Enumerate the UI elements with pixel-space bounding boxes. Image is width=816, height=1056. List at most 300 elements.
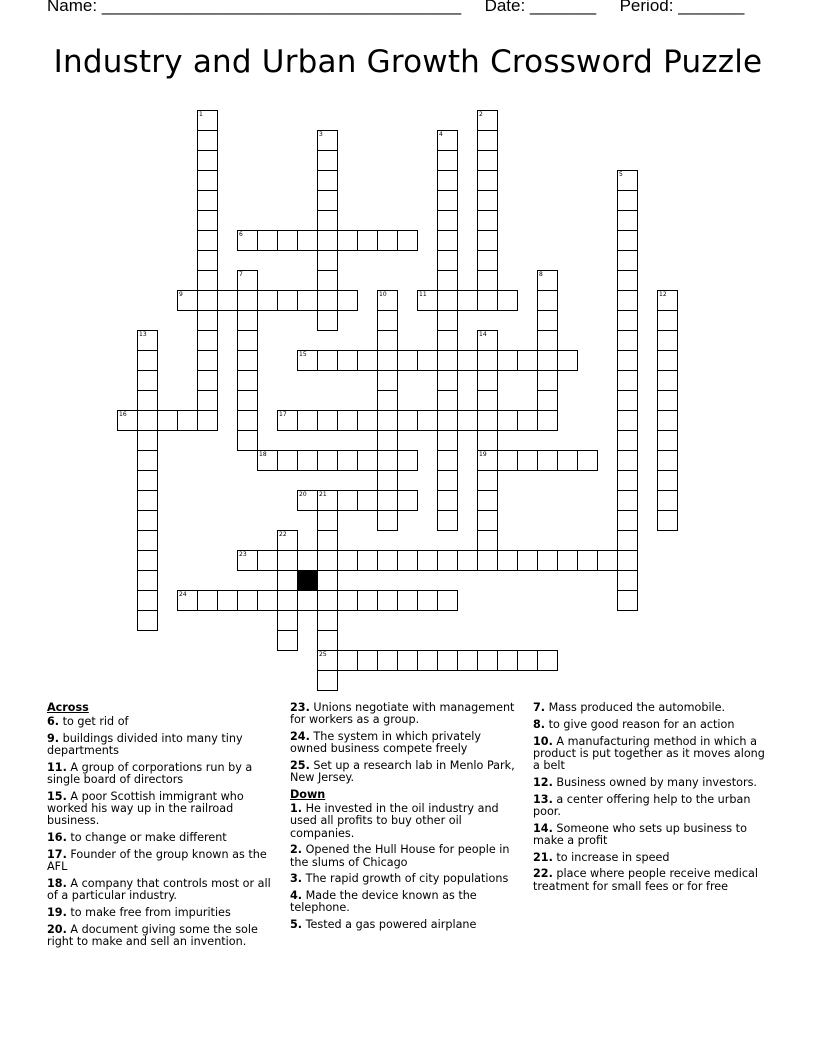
grid-cell[interactable]	[477, 450, 498, 471]
grid-cell[interactable]	[377, 430, 398, 451]
grid-cell[interactable]	[277, 630, 298, 651]
grid-cell[interactable]	[277, 290, 298, 311]
down-heading: Down	[290, 788, 326, 801]
grid-cell[interactable]	[197, 190, 218, 211]
clue-num: 3.	[290, 872, 303, 886]
clue-number: 18	[259, 451, 267, 458]
grid-cell[interactable]	[257, 450, 278, 471]
grid-cell[interactable]	[257, 550, 278, 571]
clue-item	[47, 832, 279, 844]
clue-num: 18.	[47, 877, 67, 890]
grid-cell[interactable]	[377, 550, 398, 571]
grid-cell[interactable]	[477, 290, 498, 311]
grid-cell[interactable]	[657, 390, 678, 411]
grid-cell[interactable]	[437, 250, 458, 271]
grid-cell[interactable]	[377, 370, 398, 391]
grid-cell[interactable]	[317, 570, 338, 591]
clue-number: 9	[179, 291, 183, 298]
grid-cell[interactable]	[617, 330, 638, 351]
grid-cell[interactable]	[477, 250, 498, 271]
grid-cell[interactable]	[317, 490, 338, 511]
grid-cell[interactable]	[317, 310, 338, 331]
grid-cell[interactable]	[277, 530, 298, 551]
grid-cell[interactable]	[477, 330, 498, 351]
clue-item	[290, 890, 520, 914]
grid-cell[interactable]	[397, 490, 418, 511]
clue-number: 19	[479, 451, 487, 458]
grid-cell[interactable]	[437, 390, 458, 411]
grid-cell[interactable]	[157, 410, 178, 431]
grid-cell[interactable]	[497, 410, 518, 431]
grid-cell[interactable]	[197, 270, 218, 291]
grid-cell[interactable]	[197, 230, 218, 251]
grid-cell[interactable]	[477, 190, 498, 211]
clue-num: 11.	[47, 761, 67, 774]
grid-cell[interactable]	[537, 550, 558, 571]
grid-cell[interactable]	[137, 370, 158, 391]
grid-cell[interactable]	[297, 410, 318, 431]
grid-cell[interactable]	[617, 450, 638, 471]
grid-cell[interactable]	[657, 350, 678, 371]
name-label: Name:	[47, 0, 98, 15]
grid-cell[interactable]	[197, 350, 218, 371]
grid-cell[interactable]	[437, 210, 458, 231]
grid-cell[interactable]	[197, 150, 218, 171]
grid-cell[interactable]	[617, 590, 638, 611]
grid-cell[interactable]	[477, 210, 498, 231]
grid-cell[interactable]	[317, 270, 338, 291]
clue-text: to get rid of	[62, 715, 129, 729]
grid-cell[interactable]	[537, 330, 558, 351]
grid-cell[interactable]	[437, 150, 458, 171]
grid-cell[interactable]	[457, 650, 478, 671]
grid-cell[interactable]	[437, 310, 458, 331]
grid-cell[interactable]	[497, 650, 518, 671]
clue-number: 4	[439, 131, 443, 138]
grid-cell[interactable]	[337, 550, 358, 571]
grid-cell[interactable]	[477, 370, 498, 391]
grid-cell[interactable]	[377, 290, 398, 311]
grid-cell[interactable]	[297, 350, 318, 371]
grid-cell[interactable]	[417, 550, 438, 571]
grid-cell[interactable]	[277, 450, 298, 471]
grid-cell[interactable]	[537, 370, 558, 391]
grid-cell[interactable]	[437, 410, 458, 431]
grid-cell[interactable]	[477, 550, 498, 571]
grid-cell[interactable]	[197, 170, 218, 191]
grid-cell[interactable]	[217, 290, 238, 311]
grid-cell[interactable]	[337, 490, 358, 511]
grid-cell[interactable]	[437, 510, 458, 531]
grid-cell[interactable]	[517, 450, 538, 471]
grid-cell[interactable]	[277, 550, 298, 571]
grid-cell[interactable]	[137, 510, 158, 531]
grid-cell[interactable]	[337, 410, 358, 431]
grid-cell[interactable]	[537, 350, 558, 371]
grid-cell[interactable]	[317, 650, 338, 671]
grid-cell[interactable]	[477, 130, 498, 151]
grid-cell[interactable]	[237, 390, 258, 411]
clue-number: 1	[199, 111, 203, 118]
grid-cell[interactable]	[617, 530, 638, 551]
clue-item	[47, 849, 279, 873]
grid-cell[interactable]	[537, 650, 558, 671]
grid-cell[interactable]	[497, 290, 518, 311]
grid-cell[interactable]	[437, 130, 458, 151]
grid-cell[interactable]	[657, 330, 678, 351]
clue-text: Mass produced the automobile.	[548, 701, 726, 714]
grid-cell[interactable]	[437, 550, 458, 571]
grid-cell[interactable]	[377, 490, 398, 511]
grid-cell[interactable]	[317, 550, 338, 571]
grid-cell[interactable]	[277, 230, 298, 251]
grid-cell[interactable]	[317, 450, 338, 471]
grid-cell[interactable]	[237, 430, 258, 451]
grid-cell[interactable]	[457, 290, 478, 311]
grid-cell[interactable]	[477, 270, 498, 291]
grid-cell[interactable]	[657, 410, 678, 431]
grid-cell[interactable]	[317, 670, 338, 691]
grid-cell[interactable]	[317, 130, 338, 151]
grid-cell[interactable]	[357, 650, 378, 671]
grid-cell[interactable]	[377, 510, 398, 531]
grid-cell[interactable]	[297, 450, 318, 471]
grid-cell[interactable]	[177, 590, 198, 611]
grid-cell[interactable]	[137, 390, 158, 411]
grid-cell[interactable]	[477, 650, 498, 671]
grid-cell[interactable]	[657, 310, 678, 331]
grid-cell[interactable]	[657, 510, 678, 531]
grid-cell[interactable]	[477, 490, 498, 511]
grid-cell[interactable]	[377, 650, 398, 671]
grid-cell[interactable]	[617, 570, 638, 591]
grid-cell[interactable]	[357, 410, 378, 431]
grid-cell[interactable]	[197, 250, 218, 271]
clue-number: 6	[239, 231, 243, 238]
grid-cell[interactable]	[137, 530, 158, 551]
grid-cell[interactable]	[357, 350, 378, 371]
grid-cell[interactable]	[317, 170, 338, 191]
grid-cell[interactable]	[577, 550, 598, 571]
grid-cell[interactable]	[537, 410, 558, 431]
grid-cell[interactable]	[357, 550, 378, 571]
grid-cell[interactable]	[317, 290, 338, 311]
grid-cell[interactable]	[537, 270, 558, 291]
grid-cell[interactable]	[617, 310, 638, 331]
grid-cell[interactable]	[437, 370, 458, 391]
clue-text: Someone who sets up business to make a profit	[533, 821, 747, 847]
clue-item	[47, 924, 279, 948]
grid-cell[interactable]	[357, 590, 378, 611]
grid-cell[interactable]	[437, 330, 458, 351]
grid-cell[interactable]	[397, 410, 418, 431]
grid-cell[interactable]	[137, 330, 158, 351]
grid-cell[interactable]	[657, 450, 678, 471]
grid-cell[interactable]	[437, 650, 458, 671]
grid-cell[interactable]	[617, 390, 638, 411]
clue-number: 20	[299, 491, 307, 498]
grid-cell[interactable]	[617, 410, 638, 431]
grid-cell[interactable]	[137, 470, 158, 491]
grid-cell[interactable]	[377, 470, 398, 491]
grid-cell[interactable]	[397, 550, 418, 571]
grid-cell[interactable]	[517, 550, 538, 571]
grid-cell[interactable]	[517, 350, 538, 371]
grid-cell[interactable]	[337, 230, 358, 251]
grid-cell[interactable]	[377, 230, 398, 251]
grid-cell[interactable]	[417, 590, 438, 611]
grid-cell[interactable]	[297, 290, 318, 311]
grid-cell[interactable]	[517, 650, 538, 671]
grid-cell[interactable]	[537, 310, 558, 331]
grid-cell[interactable]	[337, 650, 358, 671]
clue-item	[47, 733, 279, 757]
grid-cell[interactable]	[657, 470, 678, 491]
grid-cell[interactable]	[137, 350, 158, 371]
grid-cell[interactable]	[477, 510, 498, 531]
grid-cell[interactable]	[277, 610, 298, 631]
grid-cell[interactable]	[137, 570, 158, 591]
grid-cell[interactable]	[437, 490, 458, 511]
grid-cell[interactable]	[617, 470, 638, 491]
clue-number: 15	[299, 351, 307, 358]
grid-cell[interactable]	[417, 410, 438, 431]
grid-cell[interactable]	[477, 150, 498, 171]
grid-cell[interactable]	[497, 450, 518, 471]
grid-cell[interactable]	[477, 230, 498, 251]
grid-cell[interactable]	[197, 310, 218, 331]
grid-cell[interactable]	[177, 410, 198, 431]
grid-cell[interactable]	[617, 270, 638, 291]
grid-cell[interactable]	[377, 310, 398, 331]
grid-cell[interactable]	[317, 510, 338, 531]
clue-item	[290, 731, 520, 755]
grid-cell[interactable]	[377, 450, 398, 471]
clue-number: 14	[479, 331, 487, 338]
clue-item	[47, 762, 279, 786]
clue-text: Made the device known as the telephone.	[290, 889, 477, 915]
grid-cell[interactable]	[237, 230, 258, 251]
clue-num: 9.	[47, 732, 60, 745]
grid-cell[interactable]	[197, 370, 218, 391]
grid-cell[interactable]	[657, 290, 678, 311]
grid-cell[interactable]	[437, 450, 458, 471]
grid-cell[interactable]	[477, 170, 498, 191]
grid-cell[interactable]	[397, 350, 418, 371]
grid-cell[interactable]	[617, 170, 638, 191]
grid-cell[interactable]	[357, 450, 378, 471]
grid-cell[interactable]	[377, 390, 398, 411]
grid-cell[interactable]	[237, 290, 258, 311]
grid-cell[interactable]	[537, 450, 558, 471]
grid-cell[interactable]	[397, 450, 418, 471]
grid-cell[interactable]	[617, 550, 638, 571]
clue-text: A document giving some the sole right to make and sell an invention.	[47, 922, 258, 948]
grid-cell[interactable]	[357, 230, 378, 251]
grid-cell[interactable]	[297, 590, 318, 611]
grid-cell[interactable]	[437, 430, 458, 451]
grid-cell[interactable]	[277, 570, 298, 591]
grid-cell[interactable]	[617, 290, 638, 311]
clue-number: 23	[239, 551, 247, 558]
grid-cell[interactable]	[357, 490, 378, 511]
grid-cell[interactable]	[497, 350, 518, 371]
clue-number: 24	[179, 591, 187, 598]
grid-cell[interactable]	[617, 350, 638, 371]
grid-cell[interactable]	[317, 230, 338, 251]
grid-cell[interactable]	[337, 450, 358, 471]
grid-cell[interactable]	[237, 370, 258, 391]
clue-num: 5.	[290, 918, 303, 932]
grid-cell[interactable]	[657, 370, 678, 391]
grid-cell[interactable]	[377, 590, 398, 611]
clue-num: 15.	[47, 790, 67, 803]
grid-cell[interactable]	[557, 550, 578, 571]
grid-cell[interactable]	[657, 430, 678, 451]
grid-cell[interactable]	[237, 410, 258, 431]
grid-cell[interactable]	[317, 530, 338, 551]
grid-cell[interactable]	[337, 350, 358, 371]
grid-cell[interactable]	[477, 350, 498, 371]
grid-cell[interactable]	[437, 190, 458, 211]
grid-cell[interactable]	[497, 550, 518, 571]
grid-cell[interactable]	[137, 550, 158, 571]
grid-cell[interactable]	[197, 110, 218, 131]
grid-cell[interactable]	[217, 590, 238, 611]
grid-cell[interactable]	[177, 290, 198, 311]
grid-cell[interactable]	[437, 590, 458, 611]
clue-item	[290, 844, 520, 868]
grid-cell[interactable]	[297, 230, 318, 251]
grid-cell[interactable]	[197, 330, 218, 351]
grid-cell[interactable]	[317, 150, 338, 171]
grid-cell[interactable]	[417, 650, 438, 671]
grid-cell[interactable]	[617, 490, 638, 511]
grid-cell[interactable]	[257, 290, 278, 311]
grid-cell[interactable]	[537, 290, 558, 311]
grid-cell[interactable]	[137, 430, 158, 451]
grid-cell[interactable]	[617, 370, 638, 391]
grid-cell[interactable]	[197, 210, 218, 231]
grid-cell[interactable]	[237, 590, 258, 611]
grid-cell[interactable]	[277, 590, 298, 611]
grid-cell[interactable]	[197, 130, 218, 151]
grid-cell[interactable]	[197, 390, 218, 411]
grid-cell[interactable]	[317, 410, 338, 431]
grid-cell[interactable]	[477, 530, 498, 551]
grid-cell[interactable]	[537, 390, 558, 411]
grid-cell[interactable]	[477, 410, 498, 431]
grid-cell[interactable]	[437, 290, 458, 311]
grid-cell[interactable]	[137, 490, 158, 511]
grid-cell[interactable]	[397, 650, 418, 671]
grid-cell[interactable]	[237, 330, 258, 351]
grid-cell[interactable]	[137, 410, 158, 431]
grid-cell[interactable]	[557, 350, 578, 371]
date-line: _______	[529, 0, 597, 15]
grid-cell[interactable]	[317, 590, 338, 611]
clue-text: A manufacturing method in which a product is put together as it moves along a belt	[533, 734, 765, 772]
grid-cell[interactable]	[137, 590, 158, 611]
grid-cell[interactable]	[137, 450, 158, 471]
grid-cell[interactable]	[617, 250, 638, 271]
grid-cell[interactable]	[317, 630, 338, 651]
grid-cell[interactable]	[237, 550, 258, 571]
grid-cell[interactable]	[457, 410, 478, 431]
clue-item	[290, 873, 520, 885]
grid-cell[interactable]	[477, 430, 498, 451]
grid-cell[interactable]	[317, 190, 338, 211]
grid-cell[interactable]	[337, 590, 358, 611]
grid-cell[interactable]	[517, 410, 538, 431]
clue-number: 5	[619, 171, 623, 178]
grid-cell[interactable]	[317, 210, 338, 231]
clue-item	[290, 702, 520, 726]
grid-cell[interactable]	[317, 610, 338, 631]
clue-item	[533, 736, 773, 773]
grid-cell[interactable]	[577, 450, 598, 471]
grid-cell[interactable]	[617, 230, 638, 251]
grid-cell[interactable]	[397, 230, 418, 251]
grid-cell[interactable]	[417, 290, 438, 311]
grid-cell[interactable]	[237, 270, 258, 291]
grid-cell[interactable]	[617, 210, 638, 231]
grid-cell[interactable]	[437, 230, 458, 251]
grid-cell[interactable]	[317, 350, 338, 371]
grid-cell[interactable]	[437, 470, 458, 491]
grid-cell[interactable]	[137, 610, 158, 631]
grid-cell[interactable]	[437, 170, 458, 191]
grid-cell[interactable]	[597, 550, 618, 571]
grid-cell[interactable]	[657, 490, 678, 511]
grid-cell[interactable]	[477, 390, 498, 411]
grid-cell[interactable]	[617, 430, 638, 451]
clues-column-3	[533, 702, 773, 897]
clue-num: 4.	[290, 889, 303, 903]
grid-cell[interactable]	[477, 110, 498, 131]
grid-cell[interactable]	[437, 350, 458, 371]
grid-cell[interactable]	[617, 190, 638, 211]
grid-cell[interactable]	[197, 590, 218, 611]
grid-cell[interactable]	[457, 350, 478, 371]
grid-cell[interactable]	[257, 230, 278, 251]
grid-cell[interactable]	[437, 270, 458, 291]
grid-cell[interactable]	[457, 550, 478, 571]
grid-cell[interactable]	[377, 330, 398, 351]
grid-cell[interactable]	[377, 350, 398, 371]
grid-cell[interactable]	[297, 550, 318, 571]
grid-cell[interactable]	[237, 350, 258, 371]
grid-cell[interactable]	[117, 410, 138, 431]
grid-cell[interactable]	[257, 590, 278, 611]
grid-cell[interactable]	[277, 410, 298, 431]
grid-cell[interactable]	[337, 290, 358, 311]
grid-cell[interactable]	[617, 510, 638, 531]
grid-cell[interactable]	[297, 490, 318, 511]
grid-cell[interactable]	[237, 310, 258, 331]
grid-cell[interactable]	[397, 590, 418, 611]
grid-cell[interactable]	[377, 410, 398, 431]
grid-cell[interactable]	[557, 450, 578, 471]
grid-cell[interactable]	[317, 250, 338, 271]
grid-cell[interactable]	[417, 350, 438, 371]
clue-text: The system in which privately owned business compete freely	[290, 730, 481, 756]
grid-cell[interactable]	[477, 470, 498, 491]
grid-cell[interactable]	[197, 290, 218, 311]
clue-number: 11	[419, 291, 427, 298]
clue-text: to increase in speed	[556, 850, 670, 864]
grid-cell[interactable]	[197, 410, 218, 431]
